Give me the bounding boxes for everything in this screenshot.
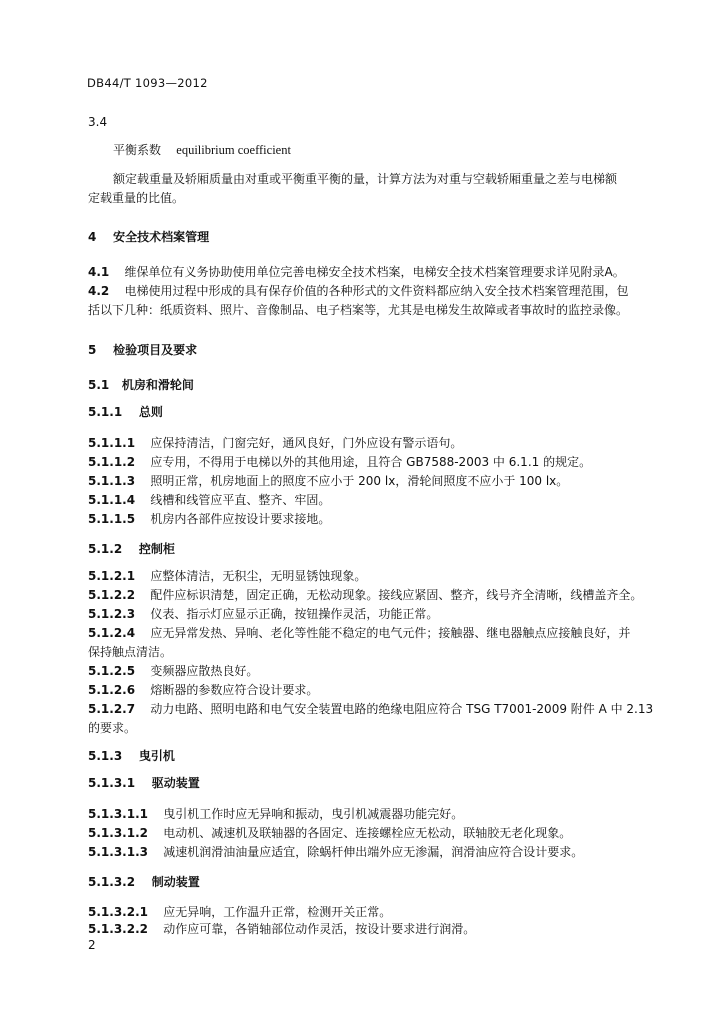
clause [88, 264, 625, 280]
standard-code: DB44/T 1093—2012 [87, 76, 208, 90]
clause-number: 5.1.3.2.1 [88, 905, 148, 919]
clause [88, 904, 391, 920]
clause-number: 5.1.2.2 [88, 588, 136, 602]
clause-number: 5.1.1.4 [88, 493, 136, 507]
clause-number: 5.1.1.5 [88, 512, 136, 526]
section-number: 5 [88, 343, 97, 357]
clause-number: 4.1 [88, 265, 110, 279]
clause-number: 3.4 [88, 115, 108, 129]
clause [88, 825, 571, 841]
clause-text: 动力电路、照明电路和电气安全装置电路的绝缘电阻应符合 TSG T7001-2009 附件 A 中 2.13 [150, 702, 654, 716]
subsection-title: 机房和滑轮间 [121, 378, 194, 392]
clause-text-continued: 保持触点清洁。 [88, 645, 173, 659]
clause [88, 454, 591, 470]
clause-text: 应整体清洁，无积尘，无明显锈蚀现象。 [150, 569, 367, 583]
clause-number: 5.1.3.1.3 [88, 845, 148, 859]
clause-text-continued: 括以下几种：纸质资料、照片、音像制品、电子档案等，尤其是电梯发生故障或者事故时的监控录像。 [88, 303, 629, 317]
clause [88, 435, 462, 451]
clause [88, 806, 463, 822]
clause-number: 5.1.2.1 [88, 569, 136, 583]
clause-text: 减速机润滑油油量应适宜，除蜗杆伸出端外应无渗漏，润滑油应符合设计要求。 [163, 845, 584, 859]
clause-text: 熔断器的参数应符合设计要求。 [150, 683, 319, 697]
subsection-title: 控制柜 [138, 542, 175, 556]
subsection-number: 5.1.3 [88, 749, 123, 763]
section-heading [88, 229, 209, 245]
term-definition-heading [113, 142, 291, 158]
page-number: 2 [88, 938, 96, 952]
clause-text: 应保持清洁，门窗完好，通风良好，门外应设有警示语句。 [150, 436, 463, 450]
definition-line: 定载重量的比值。 [88, 191, 185, 205]
clause-number: 5.1.2.7 [88, 702, 136, 716]
clause [88, 625, 630, 641]
clause-number: 5.1.2.4 [88, 626, 136, 640]
clause-text: 照明正常，机房地面上的照度不应小于 200 lx，滑轮间照度不应小于 100 lx。 [150, 474, 569, 488]
clause [88, 921, 475, 937]
clause [88, 473, 568, 489]
clause-text: 变频器应散热良好。 [150, 664, 259, 678]
clause-text: 线槽和线管应平直、整齐、牢固。 [150, 493, 331, 507]
clause-number: 5.1.1.2 [88, 455, 136, 469]
term-chinese: 平衡系数 [113, 143, 162, 157]
clause [88, 682, 318, 698]
clause-text: 应无异响，工作温升正常，检测开关正常。 [163, 905, 392, 919]
clause-text: 仪表、指示灯应显示正确，按钮操作灵活，功能正常。 [150, 607, 439, 621]
clause [88, 283, 629, 299]
subsection-number: 5.1.1 [88, 405, 123, 419]
clause-text: 动作应可靠，各销轴部位动作灵活，按设计要求进行润滑。 [163, 922, 476, 936]
clause-number: 5.1.1.3 [88, 474, 136, 488]
subsection-heading [88, 748, 175, 764]
subsection-title: 总则 [138, 405, 163, 419]
clause-number: 5.1.1.1 [88, 436, 136, 450]
clause-text: 电动机、减速机及联轴器的各固定、连接螺栓应无松动，联轴胶无老化现象。 [163, 826, 572, 840]
subsection-title: 制动装置 [151, 875, 200, 889]
clause-text-continued: 的要求。 [88, 721, 137, 735]
subsection-number: 5.1.3.1 [88, 776, 136, 790]
clause [88, 844, 583, 860]
subsection-heading [88, 404, 163, 420]
subsection-title: 驱动装置 [151, 776, 200, 790]
clause [88, 663, 258, 679]
clause-number: 5.1.2.3 [88, 607, 136, 621]
clause [88, 511, 330, 527]
clause-number: 4.2 [88, 284, 110, 298]
subsection-number: 5.1.2 [88, 542, 123, 556]
clause-number: 5.1.3.1.1 [88, 807, 148, 821]
clause-text: 应专用，不得用于电梯以外的其他用途，且符合 GB7588-2003 中 6.1.1 的规定。 [150, 455, 592, 469]
subsection-heading [88, 541, 175, 557]
clause [88, 587, 642, 603]
clause-text: 电梯使用过程中形成的具有保存价值的各种形式的文件资料都应纳入安全技术档案管理范围，包 [124, 284, 629, 298]
section-heading [88, 342, 197, 358]
clause [88, 492, 330, 508]
subsection-number: 5.1.3.2 [88, 875, 136, 889]
clause-text: 应无异常发热、异响、老化等性能不稳定的电气元件；接触器、继电器触点应接触良好，并 [150, 626, 631, 640]
subsection-heading [88, 874, 200, 890]
subsection-heading [88, 775, 200, 791]
subsection-title: 曳引机 [138, 749, 175, 763]
section-title: 检验项目及要求 [113, 343, 198, 357]
clause-number: 5.1.3.2.2 [88, 922, 148, 936]
subsection-heading [88, 377, 194, 393]
clause [88, 606, 438, 622]
term-english: equilibrium coefficient [176, 143, 291, 157]
subsection-number: 5.1 [88, 378, 110, 392]
clause-text: 曳引机工作时应无异响和振动，曳引机减震器功能完好。 [163, 807, 464, 821]
clause-number: 5.1.2.6 [88, 683, 136, 697]
clause-number: 5.1.2.5 [88, 664, 136, 678]
clause-number: 5.1.3.1.2 [88, 826, 148, 840]
section-number: 4 [88, 230, 97, 244]
clause-text: 机房内各部件应按设计要求接地。 [150, 512, 331, 526]
section-title: 安全技术档案管理 [113, 230, 210, 244]
clause-text: 维保单位有义务协助使用单位完善电梯安全技术档案，电梯安全技术档案管理要求详见附录A。 [124, 265, 625, 279]
clause-text: 配件应标识清楚，固定正确，无松动现象。接线应紧固、整齐，线号齐全清晰，线槽盖齐全。 [150, 588, 643, 602]
definition-line: 额定载重量及轿厢质量由对重或平衡重平衡的量，计算方法为对重与空载轿厢重量之差与电梯额 [113, 172, 618, 186]
clause [88, 701, 653, 717]
clause [88, 568, 366, 584]
